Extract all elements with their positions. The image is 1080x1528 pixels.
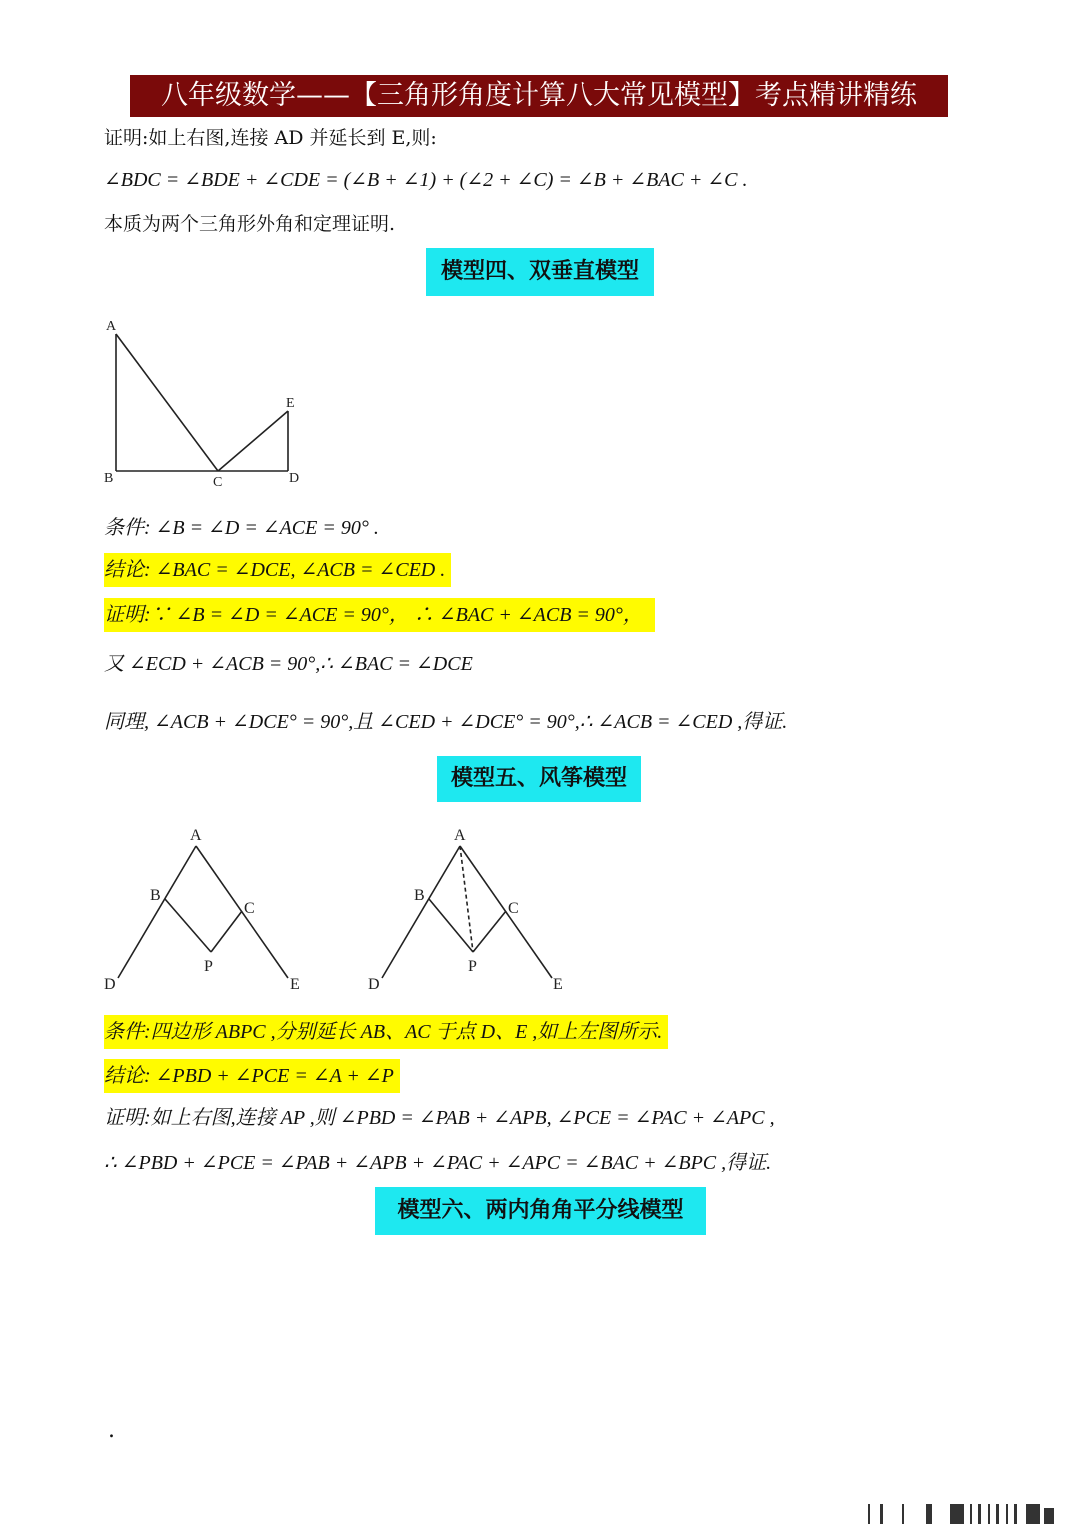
label-a: A	[190, 827, 202, 844]
label-a: A	[454, 827, 466, 844]
label-b: B	[414, 887, 425, 904]
label-p: P	[468, 958, 477, 975]
footer-dot: .	[108, 1418, 115, 1443]
kite-figures	[96, 820, 596, 1000]
label-e: E	[286, 396, 295, 411]
label-a: A	[106, 319, 117, 334]
label-e: E	[553, 976, 563, 993]
model6-heading: 模型六、两内角角平分线模型	[375, 1187, 706, 1235]
page-title-banner: 八年级数学——【三角形角度计算八大常见模型】考点精讲精练	[130, 75, 948, 117]
segment-pc-right	[473, 911, 506, 952]
condition-text: 条件:四边形 ABPC ,分别延长 AB、AC 于点 D、E ,如上左图所示.	[104, 1016, 668, 1048]
segment-bp-right	[429, 899, 473, 952]
model5-heading: 模型五、风筝模型	[437, 756, 641, 802]
watermark-bars	[866, 1500, 1056, 1528]
segment-ad-left	[118, 846, 196, 978]
label-c: C	[508, 900, 519, 917]
label-c: C	[213, 475, 223, 490]
segment-pc-left	[211, 911, 242, 952]
segment-ce	[218, 411, 288, 471]
condition-text: 条件: ∠B = ∠D = ∠ACE = 90° .	[104, 517, 379, 539]
segment-ad-right	[382, 846, 460, 978]
label-b: B	[104, 471, 114, 486]
model4-heading: 模型四、双垂直模型	[426, 248, 654, 296]
double-perpendicular-figure	[98, 312, 318, 494]
proof-text: 证明:如上右图,连接 AD 并延长到 E,则:	[104, 127, 437, 149]
conclusion-text: 结论: ∠PBD + ∠PCE = ∠A + ∠P	[104, 1060, 400, 1092]
formula-line: ∠BDC = ∠BDE + ∠CDE = (∠B + ∠1) + (∠2 + ∠C) = ∠B + ∠BAC + ∠C .	[104, 169, 748, 191]
label-b: B	[150, 887, 161, 904]
label-d: D	[368, 976, 380, 993]
conclusion-text: 结论: ∠BAC = ∠DCE, ∠ACB = ∠CED .	[104, 554, 451, 586]
label-e: E	[290, 976, 300, 993]
essence-text: 本质为两个三角形外角和定理证明.	[104, 213, 396, 235]
label-d: D	[104, 976, 116, 993]
proof-text: 证明:如上右图,连接 AP ,则 ∠PBD = ∠PAB + ∠APB, ∠PCE = ∠PAC + ∠APC ,	[104, 1107, 775, 1129]
label-d: D	[289, 471, 300, 486]
proof-text: 同理, ∠ACB + ∠DCE° = 90°,且 ∠CED + ∠DCE° = 90°,∴ ∠ACB = ∠CED ,得证.	[104, 711, 788, 733]
proof-text: ∴ ∠PBD + ∠PCE = ∠PAB + ∠APB + ∠PAC + ∠APC = ∠BAC + ∠BPC ,得证.	[104, 1152, 772, 1174]
label-c: C	[244, 900, 255, 917]
proof-text: 又 ∠ECD + ∠ACB = 90°,∴ ∠BAC = ∠DCE	[104, 653, 473, 675]
label-p: P	[204, 958, 213, 975]
proof-text: 证明:∵ ∠B = ∠D = ∠ACE = 90°， ∴ ∠BAC + ∠ACB = 90°，	[104, 599, 655, 631]
segment-bp-left	[165, 899, 211, 952]
segment-ac	[116, 334, 218, 471]
